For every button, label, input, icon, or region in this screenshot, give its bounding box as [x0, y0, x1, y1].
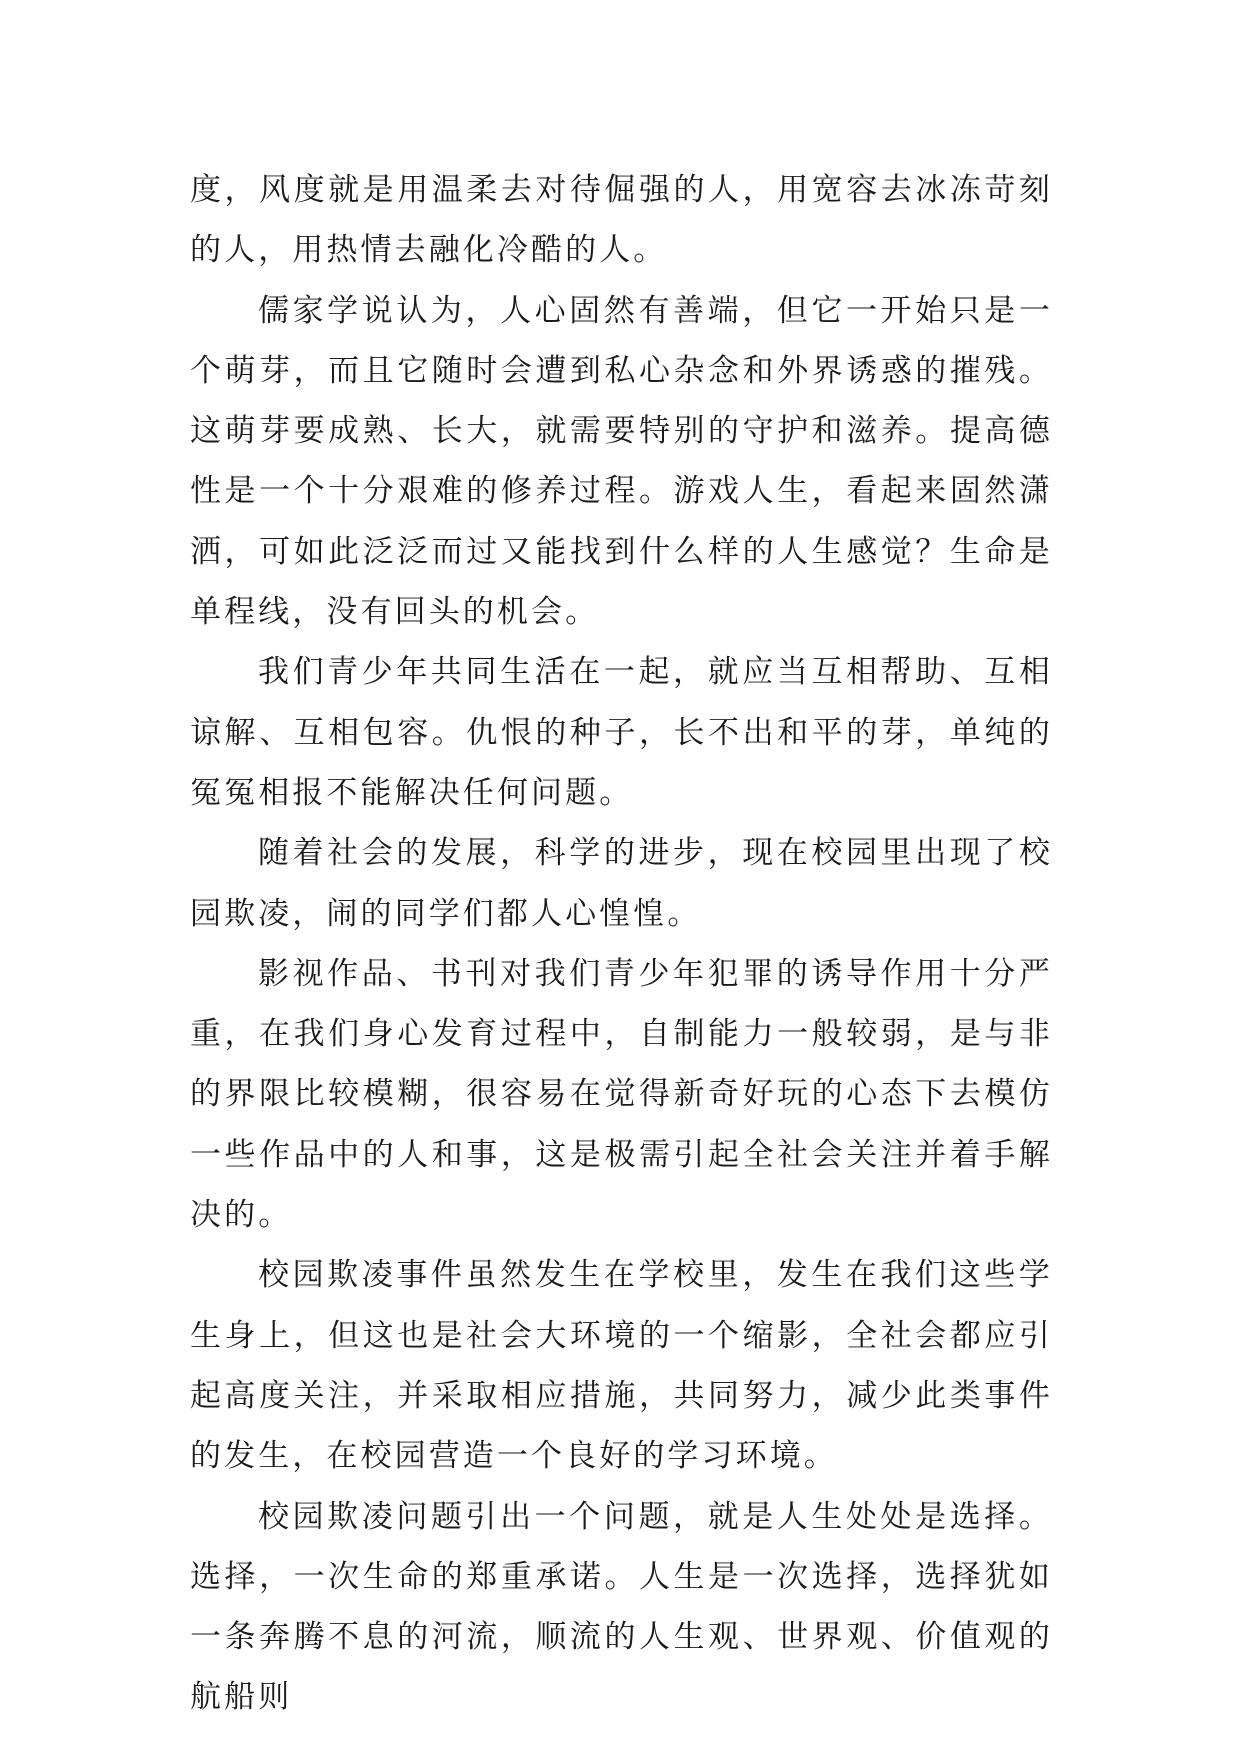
paragraph-3: 我们青少年共同生活在一起，就应当互相帮助、互相谅解、互相包容。仇恨的种子，长不出和平的芽，单纯的冤冤相报不能解决任何问题。 [190, 654, 1053, 811]
document-body [190, 160, 1053, 1728]
paragraph-6: 校园欺凌事件虽然发生在学校里，发生在我们这些学生身上，但这也是社会大环境的一个缩影，全社会都应引起高度关注，并采取相应措施，共同努力，减少此类事件的发生，在校园营造一个良好的学习环境。 [190, 1257, 1053, 1475]
paragraph-5: 影视作品、书刊对我们青少年犯罪的诱导作用十分严重，在我们身心发育过程中，自制能力一般较弱，是与非的界限比较模糊，很容易在觉得新奇好玩的心态下去模仿一些作品中的人和事，这是极需引起全社会关注并着手解决的。 [190, 955, 1053, 1234]
paragraph-7: 校园欺凌问题引出一个问题，就是人生处处是选择。选择，一次生命的郑重承诺。人生是一次选择，选择犹如一条奔腾不息的河流，顺流的人生观、世界观、价值观的航船则 [190, 1498, 1053, 1716]
paragraph-1: 度，风度就是用温柔去对待倔强的人，用宽容去冰冻苛刻的人，用热情去融化冷酷的人。 [190, 172, 1053, 269]
paragraph-2: 儒家学说认为，人心固然有善端，但它一开始只是一个萌芽，而且它随时会遭到私心杂念和外界诱惑的摧残。这萌芽要成熟、长大，就需要特别的守护和滋养。提高德性是一个十分艰难的修养过程。游戏人生，看起来固然潇洒，可如此泛泛而过又能找到什么样的人生感觉？生命是单程线，没有回头的机会。 [190, 292, 1053, 631]
paragraph-4: 随着社会的发展，科学的进步，现在校园里出现了校园欺凌，闹的同学们都人心惶惶。 [190, 835, 1053, 932]
